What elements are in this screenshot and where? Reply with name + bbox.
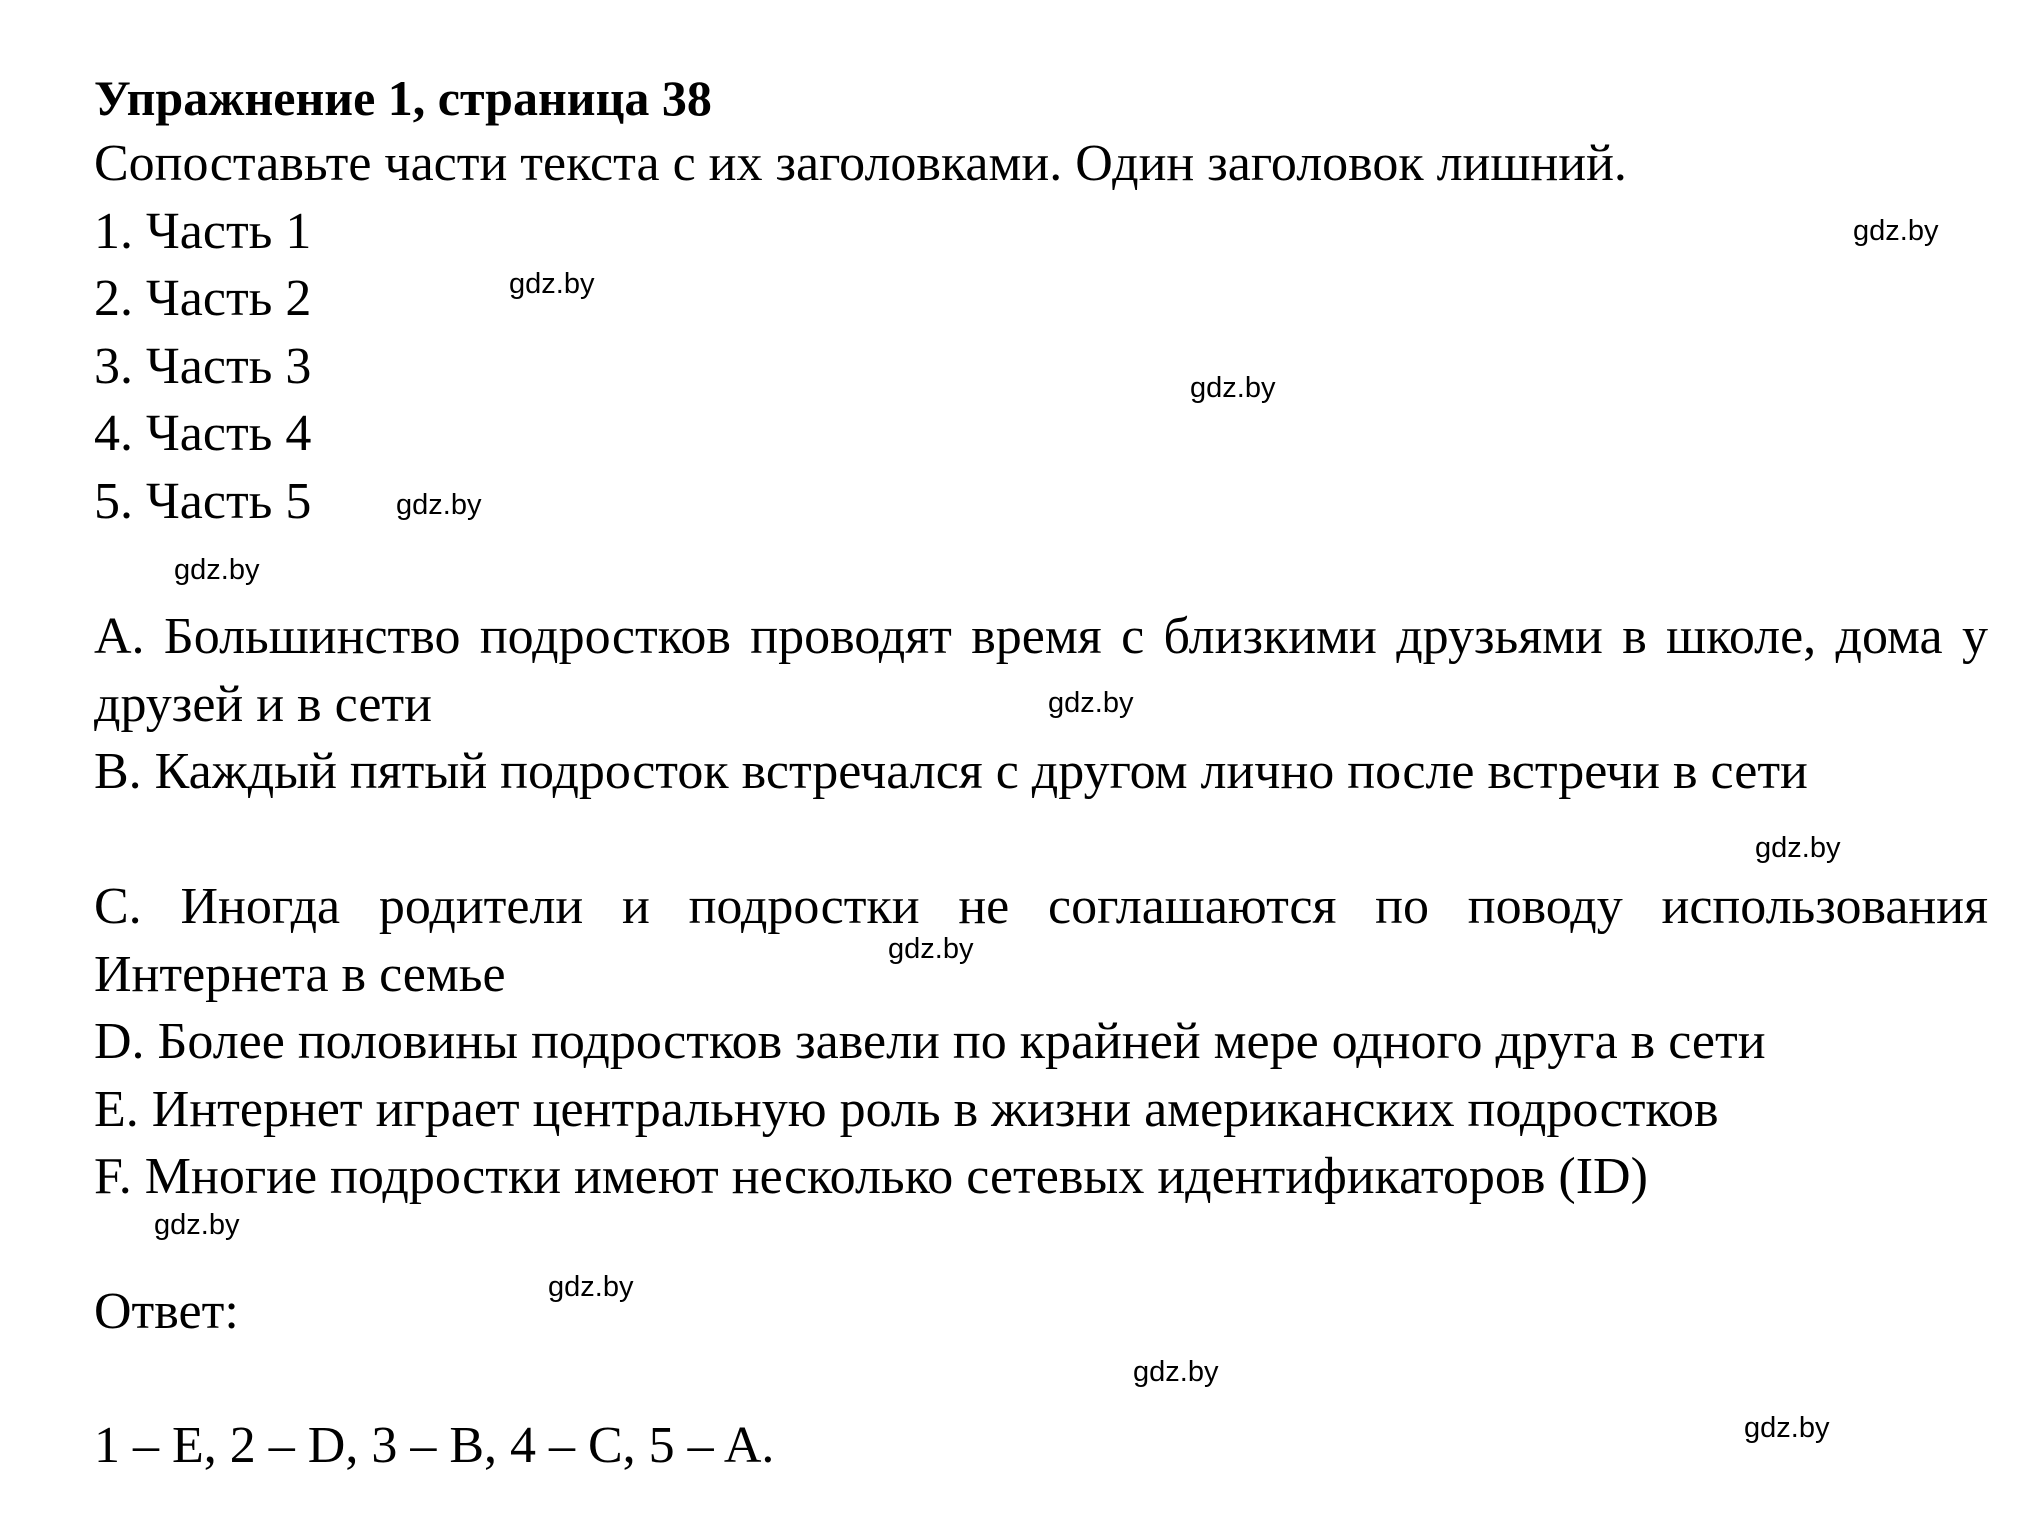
answer-text: 1 – E, 2 – D, 3 – B, 4 – C, 5 – A. — [94, 1417, 775, 1474]
exercise-title: Упражнение 1, страница 38 — [94, 70, 712, 126]
watermark: gdz.by — [1853, 215, 1939, 247]
watermark: gdz.by — [396, 489, 482, 521]
heading-option-e: E. Интернет играет центральную роль в жизни американских подростков — [94, 1081, 1719, 1138]
watermark: gdz.by — [174, 554, 260, 586]
watermark: gdz.by — [548, 1271, 634, 1303]
part-item-3: 3. Часть 3 — [94, 338, 312, 395]
watermark: gdz.by — [154, 1209, 240, 1241]
answer-label: Ответ: — [94, 1283, 239, 1340]
part-item-5: 5. Часть 5 — [94, 473, 312, 530]
heading-option-c: C. Иногда родители и подростки не соглашаются по поводу использования Интернета в семье — [94, 878, 1988, 1003]
watermark: gdz.by — [1744, 1412, 1830, 1444]
heading-option-f: F. Многие подростки имеют несколько сетевых идентификаторов (ID) — [94, 1148, 1648, 1205]
watermark: gdz.by — [1190, 372, 1276, 404]
instruction-text: Сопоставьте части текста с их заголовками. Один заголовок лишний. — [94, 135, 1627, 192]
heading-option-a: A. Большинство подростков проводят время с близкими друзьями в школе, дома у друзей и в сети — [94, 608, 1988, 733]
watermark: gdz.by — [1048, 687, 1134, 719]
heading-option-b: B. Каждый пятый подросток встречался с другом лично после встречи в сети — [94, 743, 1808, 800]
watermark: gdz.by — [509, 268, 595, 300]
watermark: gdz.by — [888, 933, 974, 965]
part-item-4: 4. Часть 4 — [94, 405, 312, 462]
part-item-1: 1. Часть 1 — [94, 203, 312, 260]
watermark: gdz.by — [1133, 1356, 1219, 1388]
part-item-2: 2. Часть 2 — [94, 270, 312, 327]
heading-option-d: D. Более половины подростков завели по крайней мере одного друга в сети — [94, 1013, 1766, 1070]
watermark: gdz.by — [1755, 832, 1841, 864]
